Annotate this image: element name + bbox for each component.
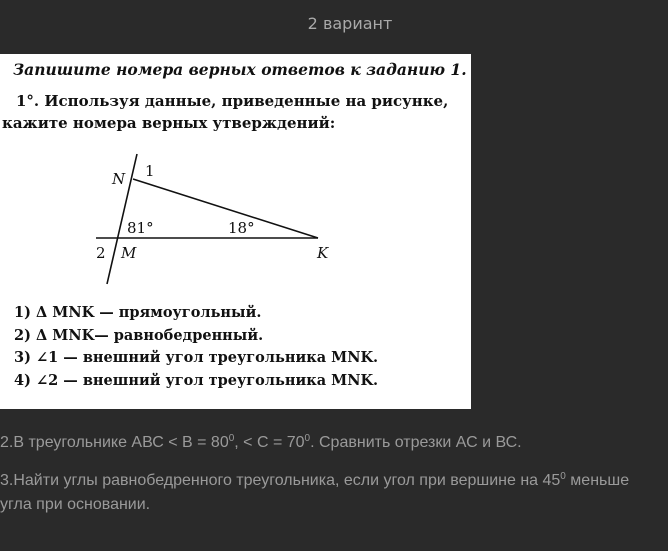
label-angle-18: 18° — [228, 219, 255, 237]
label-m: M — [121, 244, 137, 262]
label-angle-81: 81° — [127, 219, 154, 237]
textbook-scan-image — [0, 54, 471, 409]
instruction-text: Запишите номера верных ответов к заданию 1. — [13, 60, 467, 79]
question-text-line2: кажите номера верных утверждений: — [2, 114, 336, 132]
label-angle-1: 1 — [145, 162, 155, 180]
answer-options — [14, 302, 378, 392]
task-2-text: 2.В треугольнике АВС < $В = 80^0$, < $С = 70^0$. Сравнить отрезки АС и ВС. — [0, 433, 522, 451]
option-4: 4) ∠2 — внешний угол треугольника MNK. — [14, 371, 379, 389]
label-n: N — [112, 170, 126, 188]
option-3: 3) ∠1 — внешний угол треугольника MNK. — [14, 349, 379, 366]
label-k: K — [317, 244, 329, 262]
label-angle-2: 2 — [96, 244, 106, 262]
option-2: 2) Δ MNK— равнобедренный. — [14, 326, 264, 344]
question-text-line1: 1°. Используя данные, приведенные на рисунке, — [16, 92, 449, 110]
option-1: 1) Δ MNK — прямоугольный. — [14, 304, 262, 321]
line-nk — [133, 179, 318, 238]
page-title: 2 вариант — [307, 14, 393, 33]
task-3-text: 3.Найти углы равнобедренного треугольника, если угол при вершине на $45^0$ меньше угла при основании. — [0, 471, 630, 513]
